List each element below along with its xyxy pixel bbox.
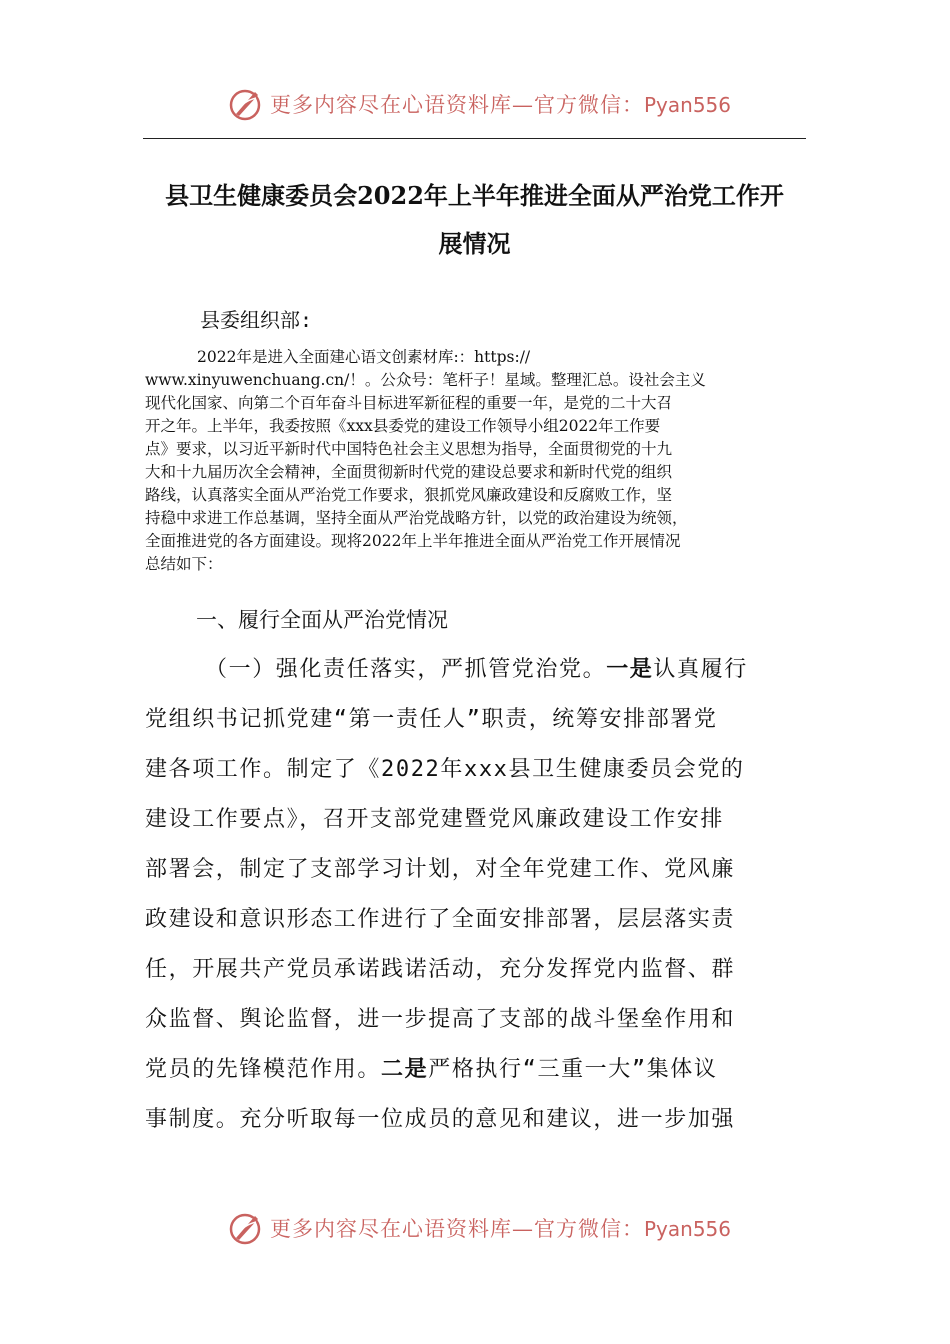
footer-wechat-id: Pyan556 — [644, 1217, 732, 1241]
header-banner-text: 更多内容尽在心语资料库—官方微信：Pyan556 — [270, 93, 732, 117]
intro-line: 开之年。上半年，我委按照《xxx县委党的建设工作领导小组2022年工作要 — [145, 417, 661, 435]
intro-line: 2022年是进入全面建心语文创素材库:：https:// — [197, 348, 531, 366]
quill-logo-icon — [228, 1210, 264, 1246]
intro-line: 大和十九届历次全会精神，全面贯彻新时代党的建设总要求和新时代党的组织 — [145, 463, 673, 481]
section-heading: 一、履行全面从严治党情况 — [196, 608, 448, 632]
intro-line: 全面推进党的各方面建设。现将2022年上半年推进全面从严治党工作开展情况 — [145, 532, 681, 550]
header-divider — [143, 138, 806, 139]
body-line: （一）强化责任落实，严抓管党治党。一是认真履行 — [205, 657, 748, 682]
title-line-2: 展情况 — [438, 229, 511, 258]
intro-line: 点》要求，以习近平新时代中国特色社会主义思想为指导，全面贯彻党的十九 — [145, 440, 673, 458]
header-wechat-id: Pyan556 — [644, 93, 732, 117]
intro-line: 现代化国家、向第二个百年奋斗目标进军新征程的重要一年，是党的二十大召 — [145, 394, 673, 412]
document-title — [143, 172, 806, 268]
body-line: 建设工作要点》，召开支部党建暨党风廉政建设工作安排 — [145, 807, 725, 832]
quill-logo-icon — [228, 86, 264, 122]
emphasis-text: 二是 — [381, 1057, 429, 1082]
body-line: 建各项工作。制定了《2022年xxx县卫生健康委员会党的 — [145, 757, 745, 782]
body-line: 政建设和意识形态工作进行了全面安排部署，层层落实责 — [145, 907, 736, 932]
body-line: 任，开展共产党员承诺践诺活动，充分发挥党内监督、群 — [145, 957, 736, 982]
body-line: 党员的先锋模范作用。二是严格执行“三重一大”集体议 — [145, 1057, 718, 1082]
body-line: 众监督、舆论监督，进一步提高了支部的战斗堡垒作用和 — [145, 1007, 736, 1032]
intro-line: 总结如下： — [145, 555, 223, 573]
intro-line: 路线，认真落实全面从严治党工作要求，狠抓党风廉政建设和反腐败工作，坚 — [145, 486, 673, 504]
footer-banner — [0, 1208, 950, 1248]
intro-paragraph — [145, 346, 808, 576]
title-line-1: 县卫生健康委员会2022年上半年推进全面从严治党工作开 — [165, 181, 784, 210]
intro-line: 持稳中求进工作总基调，坚持全面从严治党战略方针，以党的政治建设为统领， — [145, 509, 688, 527]
intro-line: www.xinyuwenchuang.cn/！。公众号：笔杆子！星域。整理汇总。设社会主义 — [145, 371, 706, 389]
body-paragraph — [145, 648, 785, 1148]
body-line: 部署会，制定了支部学习计划，对全年党建工作、党风廉 — [145, 857, 736, 882]
body-line: 事制度。充分听取每一位成员的意见和建议，进一步加强 — [145, 1107, 736, 1132]
addressee: 县委组织部: — [200, 308, 313, 332]
emphasis-text: 一是 — [606, 657, 654, 682]
footer-banner-text: 更多内容尽在心语资料库—官方微信：Pyan556 — [270, 1217, 732, 1241]
body-line: 党组织书记抓党建“第一责任人”职责，统筹安排部署党 — [145, 707, 718, 732]
header-banner — [0, 84, 950, 124]
